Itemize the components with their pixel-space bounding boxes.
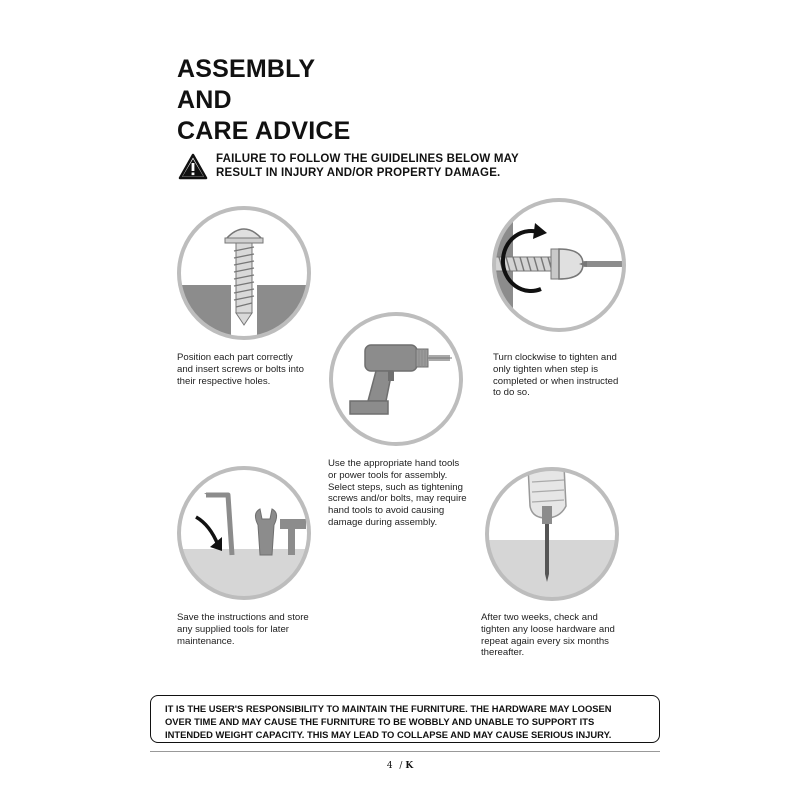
caption-line: Turn clockwise to tighten and xyxy=(493,352,617,363)
step-3-caption xyxy=(493,352,618,399)
caption-line: screws and/or bolts, may require xyxy=(328,493,467,505)
caption-line: thereafter. xyxy=(481,647,525,659)
warning-triangle-icon xyxy=(178,153,208,180)
title-line-2: AND xyxy=(177,86,232,114)
check-hardware-illustration xyxy=(484,466,620,602)
title-line-3: CARE ADVICE xyxy=(177,117,351,145)
power-drill-icon xyxy=(328,311,464,447)
step-5-caption xyxy=(481,612,615,659)
warning-line-1: FAILURE TO FOLLOW THE GUIDELINES BELOW MAY xyxy=(216,153,519,165)
caption-line: maintenance. xyxy=(177,635,235,647)
footer-divider xyxy=(150,751,660,752)
warning-line-2: RESULT IN INJURY AND/OR PROPERTY DAMAGE. xyxy=(216,167,501,179)
page-number: 4 xyxy=(386,761,393,771)
tools-illustration xyxy=(176,465,312,601)
caption-line: Position each part correctly xyxy=(177,352,293,363)
notice-line-3: INTENDED WEIGHT CAPACITY. THIS MAY LEAD TO COLLAPSE AND MAY CAUSE SERIOUS INJURY. xyxy=(165,729,612,740)
caption-line: and insert screws or bolts into xyxy=(177,363,304,375)
caption-line: their respective holes. xyxy=(177,375,271,387)
brand-mark: K xyxy=(405,761,414,771)
caption-line: Use the appropriate hand tools xyxy=(328,458,460,469)
screwdriver-check-icon xyxy=(484,466,620,602)
caption-line: tighten any loose hardware and xyxy=(481,623,615,635)
caption-line: completed or when instructed xyxy=(493,375,619,387)
clockwise-tighten-icon xyxy=(491,197,627,333)
caption-line: After two weeks, check and xyxy=(481,612,598,623)
caption-line: to do so. xyxy=(493,387,530,399)
warning-text xyxy=(216,152,519,180)
notice-line-1: IT IS THE USER'S RESPONSIBILITY TO MAINTAIN THE FURNITURE. THE HARDWARE MAY LOOSEN xyxy=(165,703,612,714)
page-separator: / xyxy=(399,761,403,771)
caption-line: repeat again every six months xyxy=(481,635,609,647)
caption-line: or power tools for assembly. xyxy=(328,469,448,481)
caption-line: Select steps, such as tightening xyxy=(328,481,463,493)
screw-icon xyxy=(176,205,312,341)
title-line-1: ASSEMBLY xyxy=(177,55,316,83)
tighten-illustration xyxy=(491,197,627,333)
tools-storage-icon xyxy=(176,465,312,601)
caption-line: damage during assembly. xyxy=(328,516,438,528)
responsibility-notice xyxy=(150,695,660,743)
caption-line: hand tools to avoid causing xyxy=(328,505,445,517)
caption-line: only tighten when step is xyxy=(493,363,599,375)
page-title xyxy=(177,54,351,147)
warning-banner xyxy=(178,152,519,180)
step-2-caption xyxy=(328,458,467,529)
drill-illustration xyxy=(328,311,464,447)
caption-line: Save the instructions and store xyxy=(177,612,309,623)
page-footer xyxy=(0,761,800,771)
step-4-caption xyxy=(177,612,309,647)
step-1-caption xyxy=(177,352,304,387)
caption-line: any supplied tools for later xyxy=(177,623,289,635)
screw-illustration xyxy=(176,205,312,341)
notice-line-2: OVER TIME AND MAY CAUSE THE FURNITURE TO BE WOBBLY AND UNABLE TO SUPPORT ITS xyxy=(165,716,595,727)
